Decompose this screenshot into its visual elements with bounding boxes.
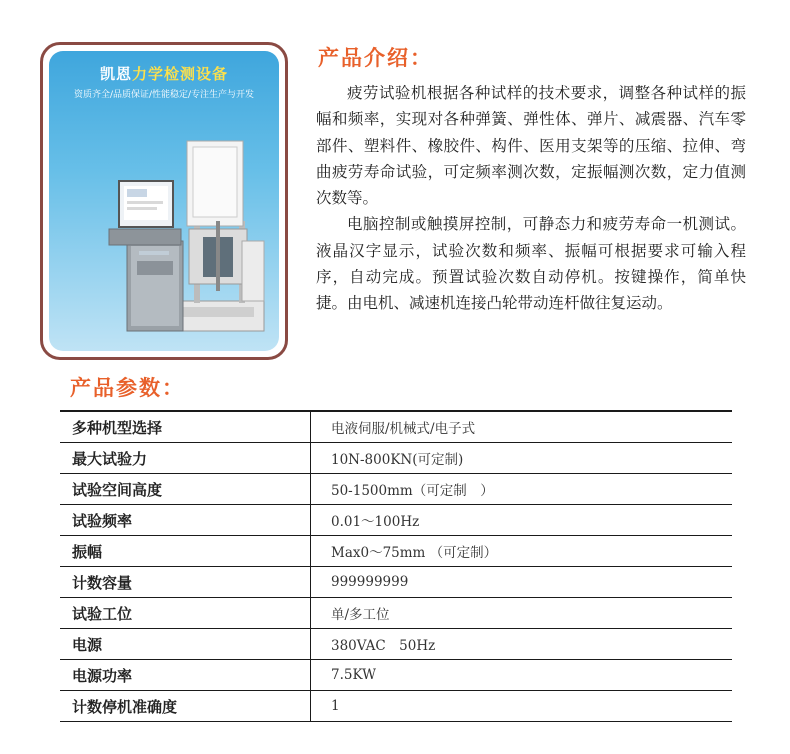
param-value: 999999999	[311, 567, 733, 598]
param-value: 电液伺服/机械式/电子式	[311, 411, 733, 443]
product-image	[49, 51, 279, 351]
param-label: 试验空间高度	[60, 474, 311, 505]
intro-text	[316, 80, 746, 317]
table-row	[60, 660, 732, 691]
param-value: 0.01～100Hz	[311, 505, 733, 536]
param-value: 7.5KW	[311, 660, 733, 691]
product-image-card	[40, 42, 288, 360]
param-value: 1	[311, 691, 733, 722]
table-row	[60, 505, 732, 536]
param-label: 计数容量	[60, 567, 311, 598]
param-label: 计数停机准确度	[60, 691, 311, 722]
param-label: 电源功率	[60, 660, 311, 691]
intro-heading: 产品介绍：	[318, 46, 433, 70]
param-label: 最大试验力	[60, 443, 311, 474]
param-value: 10N-800KN(可定制)	[311, 443, 733, 474]
table-row	[60, 411, 732, 443]
param-value: 单/多工位	[311, 598, 733, 629]
brand-title: 凯恩力学检测设备	[99, 65, 229, 83]
param-label: 电源	[60, 629, 311, 660]
param-value: 380VAC 50Hz	[311, 629, 733, 660]
table-row	[60, 474, 732, 505]
table-row	[60, 629, 732, 660]
fatigue-testing-machine-illustration	[79, 111, 269, 341]
intro-paragraph: 电脑控制或触摸屏控制，可静态力和疲劳寿命一机测试。液晶汉字显示，试验次数和频率、振幅可根据要求可输入程序，自动完成。预置试验次数自动停机。按键操作，简单快捷。由电机、减速机连接凸轮带动连杆做往复运动。	[316, 215, 746, 313]
table-row	[60, 567, 732, 598]
params-table	[60, 410, 732, 722]
param-label: 试验工位	[60, 598, 311, 629]
intro-paragraph: 疲劳试验机根据各种试样的技术要求，调整各种试样的振幅和频率，实现对各种弹簧、弹性体、弹片、减震器、汽车零部件、塑料件、橡胶件、构件、医用支架等的压缩、拉伸、弯曲疲劳寿命试验，可定频率测次数，定振幅测次数，定力值测次数等。	[316, 84, 746, 208]
brand-slogan: 资质齐全/品质保证/性能稳定/专注生产与开发	[73, 90, 255, 100]
param-label: 多种机型选择	[60, 411, 311, 443]
param-value: Max0～75mm （可定制）	[311, 536, 733, 567]
table-row	[60, 443, 732, 474]
param-value: 50-1500mm（可定制 ）	[311, 474, 733, 505]
table-row	[60, 691, 732, 722]
table-row	[60, 536, 732, 567]
table-row	[60, 598, 732, 629]
param-label: 振幅	[60, 536, 311, 567]
params-heading: 产品参数：	[70, 376, 185, 400]
param-label: 试验频率	[60, 505, 311, 536]
